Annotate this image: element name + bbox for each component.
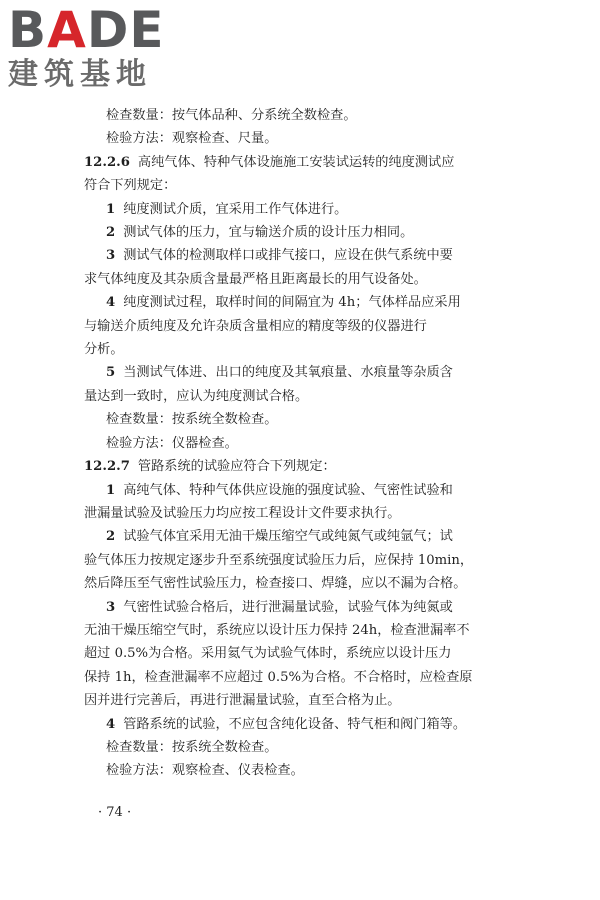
text-line: [84, 549, 524, 572]
section-number: 12.2.7: [84, 459, 130, 475]
line-text: 与输送介质纯度及允许杂质含量相应的精度等级的仪器进行: [84, 318, 427, 334]
line-text: 分析。: [84, 342, 124, 358]
list-item-line: [84, 525, 524, 548]
logo-subtitle: 建筑基地: [8, 57, 152, 92]
line-text: 测试气体的压力，宜与输送介质的设计压力相同。: [123, 225, 414, 241]
line-text: 超过 0.5%为合格。采用氦气为试验气体时，系统应以设计压力: [84, 646, 452, 662]
list-item-line: [84, 713, 524, 736]
line-text: 管路系统的试验应符合下列规定：: [137, 459, 336, 475]
line-text: 检查数量：按系统全数检查。: [106, 412, 278, 428]
line-text: 高纯气体、特种气体供应设施的强度试验、气密性试验和: [123, 482, 453, 498]
item-number: 4: [106, 716, 116, 732]
line-text: 当测试气体进、出口的纯度及其氧痕量、水痕量等杂质含: [123, 365, 453, 381]
text-line: [84, 642, 524, 665]
text-line: [84, 338, 524, 361]
line-text: 气密性试验合格后，进行泄漏量试验，试验气体为纯氮或: [123, 599, 453, 615]
line-text: 测试气体的检测取样口或排气接口，应设在供气系统中要: [123, 248, 453, 264]
line-text: 检验方法：观察检查、仪表检查。: [106, 763, 304, 779]
list-item-line: [84, 596, 524, 619]
line-text: 量达到一致时，应认为纯度测试合格。: [84, 388, 309, 404]
item-number: 2: [106, 529, 116, 545]
line-text: 管路系统的试验，不应包含纯化设备、特气柜和阀门箱等。: [123, 716, 467, 732]
list-item-line: [84, 361, 524, 384]
list-item-line: [84, 479, 524, 502]
line-text: 检验方法：仪器检查。: [106, 435, 238, 451]
section-heading-line: [84, 151, 524, 174]
list-item-line: [84, 221, 524, 244]
item-number: 3: [106, 599, 116, 615]
text-line: [84, 315, 524, 338]
line-text: 保持 1h，检查泄漏率不应超过 0.5%为合格。不合格时，应检查原: [84, 669, 473, 685]
line-text: 求气体纯度及其杂质含量最严格且距离最长的用气设备处。: [84, 271, 427, 287]
line-text: 纯度测试介质，宜采用工作气体进行。: [123, 201, 348, 217]
item-number: 5: [106, 365, 116, 381]
item-number: 3: [106, 248, 116, 264]
item-number: 4: [106, 295, 116, 311]
text-line: [84, 502, 524, 525]
line-text: 试验气体宜采用无油干燥压缩空气或纯氮气或纯氩气；试: [123, 529, 453, 545]
logo-letter-a: A: [47, 1, 87, 59]
text-line: [84, 127, 524, 150]
page-number: · 74 ·: [98, 805, 132, 820]
text-line: [84, 432, 524, 455]
section-number: 12.2.6: [84, 154, 130, 170]
line-text: 验气体压力按规定逐步升至系统强度试验压力后，应保持 10min，: [84, 552, 474, 568]
list-item-line: [84, 244, 524, 267]
item-number: 1: [106, 201, 116, 217]
text-line: [84, 759, 524, 782]
list-item-line: [84, 198, 524, 221]
text-line: [84, 408, 524, 431]
brand-logo: [8, 1, 178, 92]
section-heading-line: [84, 455, 524, 478]
list-item-line: [84, 291, 524, 314]
text-line: [84, 689, 524, 712]
logo-wordmark: [8, 1, 178, 59]
text-line: [84, 104, 524, 127]
item-number: 1: [106, 482, 116, 498]
line-text: 无油干燥压缩空气时，系统应以设计压力保持 24h，检查泄漏率不: [84, 622, 470, 638]
line-text: 检查数量：按系统全数检查。: [106, 739, 278, 755]
logo-letters-de: DE: [86, 1, 165, 59]
line-text: 检验方法：观察检查、尺量。: [106, 131, 278, 147]
line-text: 高纯气体、特种气体设施施工安装试运转的纯度测试应: [137, 154, 455, 170]
text-line: [84, 666, 524, 689]
text-line: [84, 385, 524, 408]
line-text: 泄漏量试验及试验压力均应按工程设计文件要求执行。: [84, 505, 401, 521]
text-line: [84, 268, 524, 291]
text-line: [84, 736, 524, 759]
line-text: 符合下列规定：: [84, 178, 177, 194]
item-number: 2: [106, 225, 116, 241]
document-body: [84, 104, 524, 783]
line-text: 因并进行完善后，再进行泄漏量试验，直至合格为止。: [84, 693, 401, 709]
text-line: [84, 174, 524, 197]
line-text: 纯度测试过程，取样时间的间隔宜为 4h；气体样品应采用: [123, 295, 461, 311]
text-line: [84, 572, 524, 595]
text-line: [84, 619, 524, 642]
logo-letter-b: B: [8, 1, 48, 59]
line-text: 检查数量：按气体品种、分系统全数检查。: [106, 108, 357, 123]
line-text: 然后降压至气密性试验压力，检查接口、焊缝，应以不漏为合格。: [84, 576, 467, 592]
